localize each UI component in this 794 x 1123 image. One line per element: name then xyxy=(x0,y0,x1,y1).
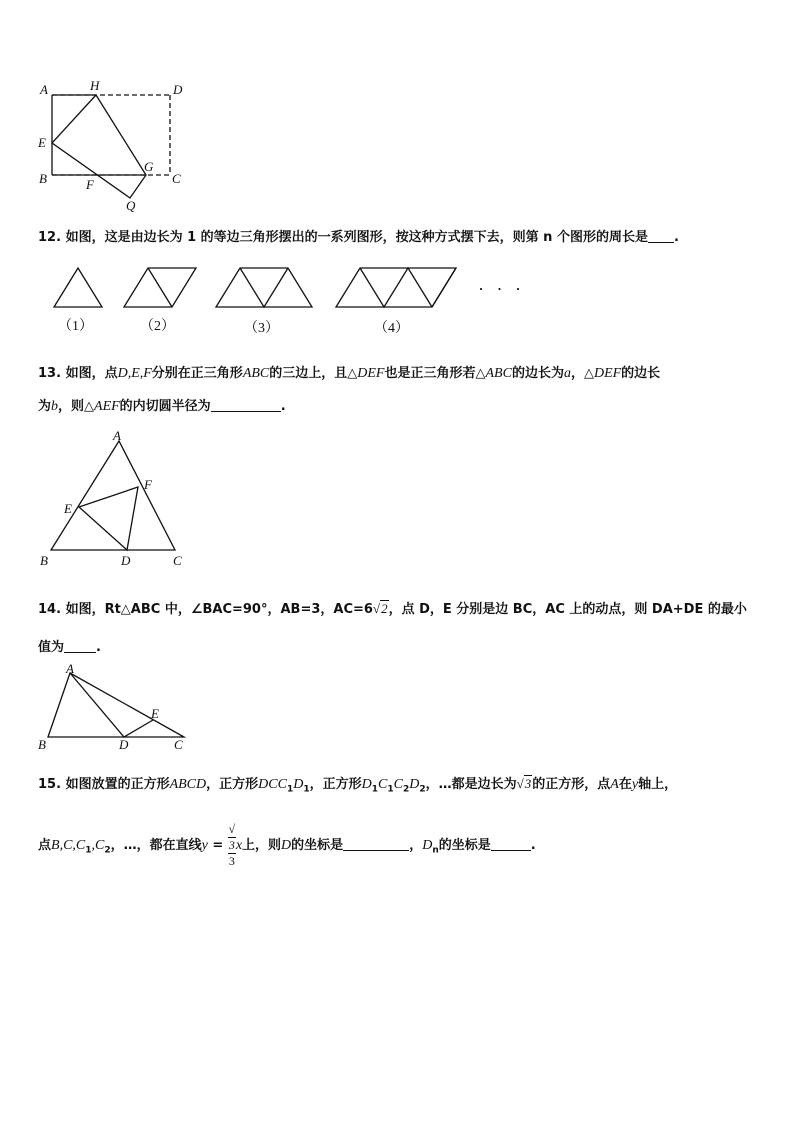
label-E: E xyxy=(151,706,159,721)
label-D: D xyxy=(173,82,183,97)
shape-3 xyxy=(216,268,312,307)
q15-answer-blank-1[interactable] xyxy=(343,836,409,851)
caption-1: （1） xyxy=(58,319,93,334)
label-C: C xyxy=(172,171,181,186)
label-A: A xyxy=(113,428,121,443)
figure-q12 xyxy=(40,262,530,342)
label-A: A xyxy=(66,661,74,676)
label-Q: Q xyxy=(126,198,136,213)
label-E: E xyxy=(38,135,46,150)
label-D: D xyxy=(119,737,129,752)
label-F: F xyxy=(144,477,152,492)
q12-number: 12. xyxy=(38,230,62,245)
label-B: B xyxy=(40,553,48,568)
q15-answer-blank-2[interactable] xyxy=(491,836,531,851)
triangle-DEF xyxy=(79,487,138,550)
label-C: C xyxy=(173,553,182,568)
caption-2: （2） xyxy=(140,319,175,334)
label-C: C xyxy=(174,737,183,752)
caption-3: （3） xyxy=(244,321,279,336)
label-F: F xyxy=(86,177,94,192)
fraction-sqrt3-over-3: √ 3 3 xyxy=(228,821,236,868)
label-G: G xyxy=(144,159,154,174)
figure-q14 xyxy=(34,663,194,753)
label-B: B xyxy=(38,737,46,752)
question-14: 14. 如图，Rt△ABC 中，∠BAC=90°，AB=3，AC=6√2，点 D，E 分别是边 BC，AC 上的动点，则 DA+DE 的最小 值为 . xyxy=(38,601,747,655)
label-A: A xyxy=(40,82,48,97)
q12-answer-blank[interactable] xyxy=(648,228,674,243)
label-D: D xyxy=(121,553,131,568)
ellipsis: · · · xyxy=(478,279,525,299)
caption-4: （4） xyxy=(374,321,409,336)
label-B: B xyxy=(39,171,47,186)
fold-shape xyxy=(52,95,146,198)
label-H: H xyxy=(90,78,100,93)
q12-text: 如图，这是由边长为 1 的等边三角形摆出的一系列图形，按这种方式摆下去，则第 n 个图形的周长是 xyxy=(65,230,648,245)
figure-q11 xyxy=(30,78,200,218)
segments-AD-DE xyxy=(70,673,153,737)
figure-q13 xyxy=(34,425,204,575)
q14-answer-blank[interactable] xyxy=(64,638,96,653)
question-13: 13. 如图，点D,E,F分别在正三角形ABC的三边上，且△DEF也是正三角形若△ABC的边长为a，△DEF的边长 为b，则△AEF的内切圆半径为 . xyxy=(38,366,661,414)
label-E: E xyxy=(64,501,72,516)
question-15: 15. 如图放置的正方形ABCD，正方形$DCC_1D_1$，正方形$D_1C_1C_2D_2$，…都是边长为√3的正方形，点A在y轴上， 点$B,C,C_1,C_2$，…，都在直线y = √ 3 3 x上，则D的坐标是 ，$D_n$的坐标是 . xyxy=(38,776,678,868)
question-12: 12. 如图，这是由边长为 1 的等边三角形摆出的一系列图形，按这种方式摆下去，则第 n 个图形的周长是 . xyxy=(38,230,679,245)
q13-answer-blank[interactable] xyxy=(211,397,281,412)
shape-1 xyxy=(54,268,102,307)
